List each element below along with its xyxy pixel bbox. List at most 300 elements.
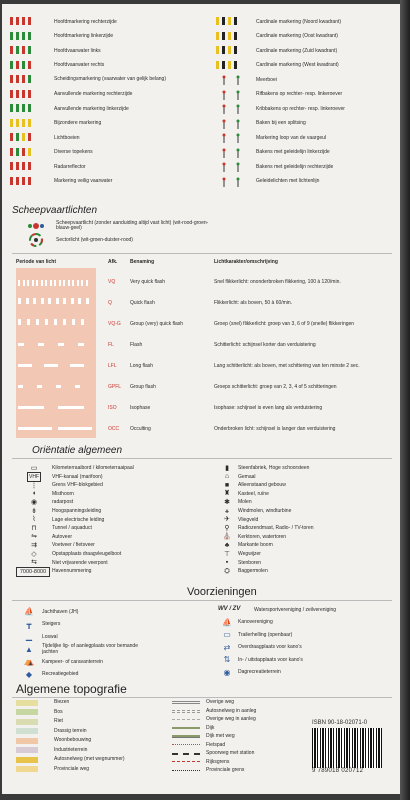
legend-row-topography [16,717,166,726]
line-style-swatch [172,719,200,721]
beacon-icon [216,46,256,56]
line-style-swatch [172,701,200,704]
legend-label: Hoofdvaarwater rechts [54,62,105,68]
table-row [2,274,400,288]
legend-label: Kilometerraaibord / kilometerraaipaal [52,465,134,471]
legend-label: Dagrecreatieterrein [238,669,281,675]
barcode-icon [312,728,382,768]
light-description: Lang schitterlicht: als boven, met schittering van ten minste 2 sec. [214,363,360,369]
legend-label: radarpost [52,499,74,506]
legend-row-marking [216,74,396,86]
legend-label: Cardinale markering (Zuid kwadrant) [256,47,338,54]
legend-label: Autoveer [52,533,73,540]
buoy-icon [10,17,54,27]
legend-label: Aanvullende markering linkerzijde [54,105,129,112]
legend-label: Radiozendmast, Radio- / TV-toren [238,525,314,532]
table-header-name: Benaming [130,259,155,265]
light-abbr: LFL [108,363,117,369]
land-use-swatch [16,728,38,734]
light-name: Group flash [130,384,156,390]
orientation-symbol-icon: ⇆ [31,559,37,567]
legend-row-marking [10,31,205,43]
legend-label: Opstapplaats draagvleugelboot [52,551,122,557]
orientation-symbol-icon: ⇋ [31,533,37,541]
harbour-number-icon: 7000-8000 [16,567,50,577]
facility-icon: ◆ [25,669,33,679]
landmark-icon: ⌂ [224,473,230,481]
land-use-swatch [16,719,38,725]
legend-label: Cardinale markering (Noord kwadrant) [256,18,342,25]
legend-label: Geleidelichten met lichtenlijn [256,178,320,184]
legend-label: Jachthaven (JH) [42,608,79,615]
light-abbr: VQ [108,279,116,285]
legend-row-topography [172,766,312,775]
legend-row-facility [16,606,196,618]
legend-row-marking [10,60,205,72]
legend-label: Scheepvaartlicht (zonder aanduiding altijd vast licht) (wit-rood-groen-blauw-geel) [56,219,209,231]
light-pulse-mark [36,280,38,286]
light-description: Schitterlicht: schijnsel korter dan verduistering [214,342,316,348]
light-pulse-mark [18,298,21,304]
buoy-icon [10,46,54,56]
light-pulse-mark [18,364,32,367]
facility-icon: ▁ [25,632,33,641]
light-pulse-mark [27,280,29,286]
line-style-swatch [172,710,200,713]
legend-label: Gemaal [238,473,256,480]
legend-label: Provinciale weg [54,765,90,772]
light-pulse-mark [38,343,44,346]
legend-row-marking [10,161,205,173]
beacon-icon [216,104,256,114]
legend-label: Overige weg in aanleg [206,716,256,722]
facility-icon: ⛺ [24,657,34,666]
line-style-swatch [172,727,200,729]
light-abbr: FL [108,342,114,348]
divider [12,600,392,601]
light-pulse-mark [63,319,66,325]
legend-row-facility [16,669,196,681]
legend-label: Kerktoren, watertoren [238,533,287,540]
light-pulse-mark [18,406,44,409]
facility-icon: ▲ [25,644,33,654]
light-pulse-mark [32,280,34,286]
legend-row-facility [216,629,386,641]
legend-label: Bakens met geleidelijn linkerzijde [256,149,330,155]
legend-row-marking [10,16,205,28]
legend-label: Hoofdmarkering rechterzijde [54,18,117,25]
legend-label: Cardinale markering (Oost kwadrant) [256,33,338,39]
landmark-icon: ▮ [225,464,229,472]
facility-icon: ◉ [223,667,231,677]
orientation-symbol-icon: ◇ [31,550,37,558]
shipping-light-icon [16,221,56,231]
beacon-icon [216,119,256,129]
light-pulse-mark [36,319,39,325]
legend-label: Autosnelweg in aanleg [206,707,257,714]
facility-icon: ┳ [26,619,32,629]
light-name: Very quick flash [130,279,166,285]
orientation-symbol-icon: ⌇ [32,516,36,524]
landmark-icon: ⛪ [222,533,232,541]
light-pulse-mark [56,385,61,388]
sector-light-icon [16,235,56,245]
legend-label: Overige weg [206,699,235,705]
landmark-icon: ✱ [224,498,230,506]
orientation-symbol-icon: ⇉ [31,541,37,549]
light-pulse-mark [63,298,66,304]
facility-icon: ⛵ [222,617,232,627]
legend-row-marking [216,16,396,28]
buoy-icon [10,75,54,85]
light-pulse-mark [54,280,56,286]
legend-label: Recreatiegebied [42,671,79,677]
section-title-voorzieningen: Voorzieningen [187,586,257,598]
legend-row-marking [216,118,396,130]
table-row [2,379,400,393]
legend-label: Fietspad [206,741,226,748]
light-pulse-mark [71,298,74,304]
buoy-icon [10,177,54,187]
legend-label: Steenfabriek, Hoge schoorsteen [238,465,310,471]
legend-row-orientation [16,567,196,576]
section-title-orientatie: Oriëntatie algemeen [32,445,123,456]
legend-row-topography [16,765,166,774]
legend-label: Molen [238,499,252,506]
land-use-swatch [16,747,38,753]
orientation-symbol-icon: ◖ [31,490,37,498]
legend-row-topography [16,755,166,764]
landmark-icon: ▪ [225,559,229,567]
light-pulse-mark [26,298,29,304]
light-pulse-mark [54,319,57,325]
light-pulse-mark [86,280,88,286]
light-pulse-mark [45,280,47,286]
legend-label: Riet [54,718,63,724]
table-row [2,337,400,351]
legend-label: Rijksgrens [206,758,230,765]
legend-row-marking [10,74,205,86]
legend-label: Niet vrijvarende veerpont [52,559,108,566]
legend-label: Rifbakens op rechter- resp. linkeroever [256,91,343,97]
landmark-icon: ⛭ [224,567,230,575]
light-pulse-mark [45,319,48,325]
legend-row-facility [16,656,196,668]
legend-label: Bijzondere markering [54,120,102,126]
legend-label: Hoogspanningsleiding [52,508,102,514]
legend-row-marking [216,89,396,101]
legend-label: Dijk [206,724,215,731]
section-title-scheepvaartlichten: Scheepvaartlichten [12,205,98,216]
light-pulse-mark [23,280,25,286]
facility-icon: ⇄ [223,642,231,652]
legend-row-shipping-light [16,220,216,232]
table-row [2,295,400,309]
legend-label: Stenboren [238,559,262,566]
light-pulse-mark [56,298,59,304]
buoy-icon [10,119,54,129]
light-pulse-mark [78,298,81,304]
light-pulse-mark [18,385,23,388]
legend-row-facility [216,642,386,654]
legend-row-marking [216,103,396,115]
legend-label: Bos [54,708,63,715]
light-pulse-mark [48,298,51,304]
legend-sheet [2,4,400,794]
barcode-block [312,720,382,774]
legend-label: In- / uitstapplaats voor kano's [238,656,303,663]
legend-label: Loswal [42,633,58,640]
legend-label: Watersportvereniging / zeilvereniging [254,606,337,613]
light-pulse-mark [81,319,84,325]
legend-label: Bakens met geleidelijn rechterzijde [256,163,334,170]
light-pulse-mark [58,427,92,430]
legend-label: Wegwijzer [238,551,261,557]
legend-row-marking [216,60,396,72]
facility-icon: ⛵ [24,607,34,616]
light-pulse-mark [37,385,42,388]
legend-row-topography [16,698,166,707]
legend-row-marking [10,132,205,144]
light-pulse-mark [77,280,79,286]
light-name: Long flash [130,363,154,369]
light-pulse-mark [58,406,84,409]
landmark-icon: ⊤ [223,550,231,558]
buoy-icon [10,32,54,42]
light-pulse-mark [41,298,44,304]
legend-label: Radarreflector [54,163,86,170]
land-use-swatch [16,700,38,706]
buoy-icon [10,133,54,143]
table-header-period: Periode van licht [16,259,57,265]
line-style-swatch [172,735,200,738]
buoy-icon [10,148,54,158]
light-pulse-mark [27,319,30,325]
light-description: Isophase: schijnsel is even lang als verduistering [214,405,323,411]
light-pulse-mark [18,280,20,286]
legend-row-topography [16,746,166,755]
light-pulse-mark [58,343,64,346]
legend-label: Misthoorn [52,490,74,497]
legend-label: Baggermolen [238,568,268,575]
light-pulse-mark [81,280,83,286]
light-pulse-mark [18,427,52,430]
land-use-swatch [16,709,38,715]
light-description: Onderbroken licht: schijnsel is langer dan verduistering [214,426,336,432]
legend-label: Kribbakens op rechter- resp. linkeroever [256,105,345,112]
light-description: Groeps schitterlicht: groep van 2, 3, 4 of 5 schitteringen [214,384,337,390]
legend-label: Kampeer- of caravanterrein [42,658,103,665]
legend-row-marking [10,103,205,115]
light-pulse-mark [70,364,84,367]
beacon-icon [216,133,256,143]
light-pulse-mark [18,343,24,346]
legend-label: Provinciale grens [206,767,245,773]
legend-label: VHF-kanaal (marifoon) [52,473,103,480]
light-pulse-mark [68,280,70,286]
legend-label: Overdraagplaats voor kano's [238,644,302,650]
legend-label: Aanvullende markering rechterzijde [54,91,133,97]
legend-label: Spoorweg met station [206,750,255,756]
light-pulse-mark [75,385,80,388]
line-style-swatch [172,770,200,772]
light-name: Flash [130,342,143,348]
landmark-icon: ■ [224,481,230,489]
orientation-symbol-icon: ◉ [30,498,38,506]
landmark-icon: ♜ [223,490,231,498]
legend-label: Cardinale markering (West kwadrant) [256,62,339,68]
landmark-icon: ♣ [224,541,230,549]
legend-label: Diverse topekens [54,149,93,155]
light-name: Isophase [130,405,151,411]
light-pulse-mark [59,280,61,286]
legend-row-marking [10,118,205,130]
light-description: Snel flikkerlicht: ononderbroken flikkering, 100 à 120/min. [214,279,341,285]
legend-label: Meerboei [256,76,277,83]
legend-label: Scheidingsmarkering (vaarwater van gelijk belang) [54,76,166,83]
legend-row-facility [16,644,196,656]
legend-row-facility [216,667,386,679]
legend-row-marking [216,132,396,144]
light-pulse-mark [86,298,89,304]
line-style-swatch [172,761,200,763]
legend-label: Havennummering [52,568,92,575]
legend-row-marking [10,147,205,159]
beacon-icon [216,162,256,172]
landmark-icon: ✈ [224,516,230,524]
section-title-topografie: Algemene topografie [16,682,127,696]
light-abbr: OCC [108,426,120,432]
legend-row-facility [16,619,196,631]
light-abbr: GPFL [108,384,122,390]
legend-row-marking [216,161,396,173]
legend-label: Hoofdmarkering linkerzijde [54,33,114,39]
legend-row-marking [216,147,396,159]
land-use-swatch [16,766,38,772]
legend-label: Kasteel, ruïne [238,490,269,497]
legend-label: Sectorlicht (wit-groen-duister-rood) [56,236,133,243]
facility-icon: ⇅ [223,655,231,664]
light-description: Flikkerlicht: als boven, 50 à 60/min. [214,300,293,306]
legend-label: Trailerhelling (openbaar) [238,631,293,638]
light-abbr: VQ-G [108,321,121,327]
beacon-icon [216,61,256,71]
facilities-prefix: WV / ZV [218,606,241,612]
table-row [2,421,400,435]
beacon-icon [216,148,256,158]
legend-label: Drassig terrein [54,727,87,734]
legend-label: Markering veilig vaarwater [54,178,113,184]
beacon-icon [216,32,256,42]
light-abbr: ISO [108,405,117,411]
orientation-symbol-icon: ▭ [30,464,38,472]
orientation-symbol-icon: ┊ [31,481,37,489]
legend-row-orientation [216,567,386,576]
light-pulse-mark [78,343,84,346]
legend-label: Markante boom [238,542,273,549]
beacon-icon [216,17,256,27]
legend-label: Biezen [54,699,70,705]
legend-row-sector-light [16,234,216,246]
land-use-swatch [16,738,38,744]
legend-label: Tijdelijke lig- of aanlegplaats voor bemande jachten [42,643,138,655]
legend-label: Vliegveld [238,516,259,523]
light-pulse-mark [18,319,21,325]
buoy-icon [10,90,54,100]
legend-label: Industrieterrein [54,746,88,753]
legend-label: Baken bij een splitsing [256,120,306,126]
light-name: Occulting [130,426,151,432]
beacon-icon [216,90,256,100]
beacon-icon [216,75,256,85]
table-header-abbr: Afk. [108,259,118,265]
facility-icon: ▭ [223,630,231,639]
beacon-icon [216,177,256,187]
light-pulse-mark [50,280,52,286]
light-pulse-mark [72,280,74,286]
legend-label: Grens VHF-blokgebied [52,482,103,489]
legend-row-marking [216,45,396,57]
legend-label: Kanovereniging [238,619,273,625]
table-row [2,400,400,414]
divider [12,458,392,459]
line-style-swatch [172,753,200,755]
table-row [2,358,400,372]
legend-label: Markering loop van de vaargeul [256,134,327,141]
orientation-symbol-icon: ⇟ [31,507,37,515]
legend-row-marking [10,176,205,188]
legend-label: Lage electrische leiding [52,516,105,523]
legend-row-facility [216,617,386,629]
legend-label: Steigers [42,621,61,627]
legend-row-topography [16,736,166,745]
buoy-icon [10,162,54,172]
light-description: Groep (snel) flikkerlicht: groep van 3, 6 of 9 (snelle) flikkeringen [214,321,355,327]
legend-row-facility [254,604,400,616]
light-pulse-mark [41,280,43,286]
barcode-digits: 9 789018 020712 [312,768,364,774]
legend-label: Tunnel / aquaduct [52,525,92,532]
orientation-symbol-icon: ⊓ [31,524,37,532]
cover-edge [400,0,410,800]
line-style-swatch [172,744,200,746]
legend-row-facility [216,654,386,666]
legend-label: Dijk met weg [206,733,235,739]
orientation-symbol-icon: VHF [29,474,39,481]
isbn-number: ISBN 90-18-02071-0 [312,720,368,726]
buoy-icon [10,61,54,71]
land-use-swatch [16,757,38,763]
light-pulse-mark [44,364,58,367]
legend-label: Autosnelweg (met wegnummer) [54,756,125,762]
light-pulse-mark [63,280,65,286]
legend-label: Windmolen, windturbine [238,508,292,514]
legend-row-marking [10,45,205,57]
buoy-icon [10,104,54,114]
light-name: Group (very) quick flash [130,321,184,327]
legend-row-marking [216,31,396,43]
divider [12,253,392,254]
light-pulse-mark [72,319,75,325]
legend-row-topography [16,708,166,717]
landmark-icon: ⚹ [224,507,230,515]
legend-label: Lichtboeien [54,134,80,141]
table-header-description: Lichtkarakter/omschrijving [214,259,278,265]
legend-label: Alleenstaand gebouw [238,482,286,489]
light-pulse-mark [33,298,36,304]
legend-label: Woonbebouwing [54,737,92,743]
legend-row-marking [10,89,205,101]
